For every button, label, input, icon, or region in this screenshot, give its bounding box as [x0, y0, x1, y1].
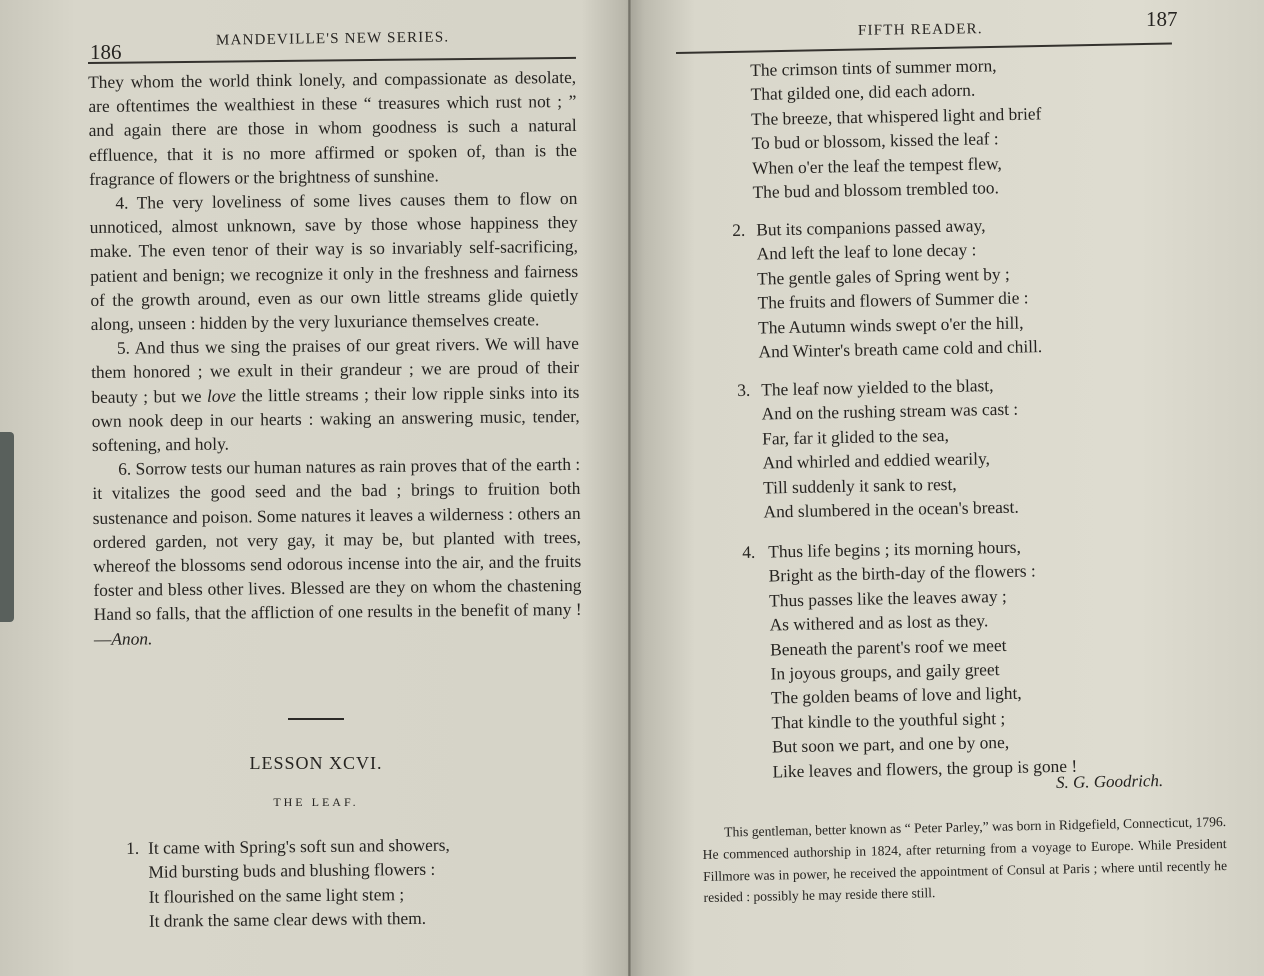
verse-line: Like leaves and flowers, the group is gone ! — [772, 755, 1078, 782]
verse-line: The gentle gales of Spring went by ; — [756, 263, 1010, 289]
lesson-title: LESSON XCVI. — [249, 753, 383, 773]
paragraph-3-continued: They whom the world think lonely, and compassionate as desolate, are oftentimes the wealthiest in these “ treasures which rust not ; ” and again there are those in whom goodness is such a natural effluence, that it is no more affirmed or spoken of, than is the fragrance of flowers or the brightness of sunshine. — [88, 66, 577, 189]
verse-line: And left the leaf to lone decay : — [756, 239, 977, 264]
verse-line: The leaf now yielded to the blast, — [761, 375, 994, 400]
left-body-text — [88, 65, 582, 651]
verse-line: As withered and as lost as they. — [769, 610, 989, 635]
author-anon: Anon. — [111, 628, 153, 649]
verse-line: In joyous groups, and gaily greet — [770, 659, 1000, 684]
verse-line: Till suddenly it sank to rest, — [762, 473, 957, 498]
verse-line: Thus life begins ; its morning hours, — [768, 536, 1022, 562]
page-edge-tab — [0, 432, 14, 622]
verse-line: But its companions passed away, — [756, 215, 986, 240]
verse-line: The golden beams of love and light, — [770, 683, 1022, 708]
right-running-head: FIFTH READER. — [857, 21, 983, 39]
verse-line: And slumbered in the ocean's breast. — [763, 496, 1019, 522]
verse-line: Mid bursting buds and blushing flowers : — [148, 859, 436, 883]
lesson-subtitle: THE LEAF. — [273, 795, 359, 809]
verse-line: Thus passes like the leaves away ; — [768, 585, 1007, 611]
verse-line: And Winter's breath came cold and chill. — [758, 336, 1043, 362]
paragraph-6: 6. Sorrow tests our human natures as rain proves that of the earth : it vitalizes the good seed and the bad ; brings to fruition both sustenance and poison. Some natures it leaves a wilderness : others an ordered garden, not very gay, it may be, but planted with trees, whereof the blossoms send odorous incense into the air, and the fruits foster and bless other lives. Blessed are they on whom the chastening Hand so falls, that the affliction of one results in the benefit of many !—Anon. — [92, 454, 582, 649]
section-separator — [288, 718, 344, 720]
verse-line: The fruits and flowers of Summer die : — [757, 287, 1029, 313]
verse-line: But soon we part, and one by one, — [771, 732, 1010, 757]
left-running-head: MANDEVILLE'S NEW SERIES. — [215, 29, 450, 49]
verse-line: The Autumn winds swept o'er the hill, — [757, 312, 1024, 338]
verse-line: Beneath the parent's roof we meet — [769, 634, 1007, 660]
paragraph-4: 4. The very loveliness of some lives causes them to flow on unnoticed, almost unknown, save by those whose happiness they make. The even tenor of their way is so invariably self-sacrificing, patient and benign; we recognize it only in the freshness and fairness of the growth around, even as our own little streams glide quietly along, unseen : hidden by the very luxuriance themselves create. — [89, 187, 579, 335]
verse-line: That kindle to the youthful sight ; — [771, 707, 1006, 733]
stanza-2 — [732, 212, 1042, 364]
verse-line: It came with Spring's soft sun and showers, — [148, 834, 450, 858]
stanza-number: 1. — [126, 837, 140, 858]
left-header-rule — [88, 57, 576, 64]
stanza-1-start — [126, 833, 451, 934]
right-page-number: 187 — [1146, 7, 1178, 31]
stanza-number: 4. — [742, 541, 756, 562]
verse-line: When o'er the leaf the tempest flew, — [751, 152, 1002, 178]
paragraph-5: 5. And thus we sing the praises of our great rivers. We will have them honored ; we exult in their grandeur ; we are proud of their beauty ; but we love the little streams ; their low ripple sinks into its own nook deep in our hearts : waking an answering music, tender, softening, and holy. — [91, 333, 580, 456]
emphasis-love: love — [206, 385, 237, 406]
verse-line: It drank the same clear dews with them. — [148, 908, 427, 931]
left-page — [0, 0, 628, 976]
verse-line: And on the rushing stream was cast : — [761, 399, 1019, 424]
footnote-text: This gentleman, better known as “ Peter Parley,” was born in Ridgefield, Connecticut, 1796. He commenced authorship in 1824, after returning from a voyage to Europe. While President Fillmore was in power, he received the appointment of Consul at Paris ; where until recently he resided : possibly he may reside there still. — [702, 814, 1228, 906]
verse-line: The breeze, that whispered light and brief — [750, 103, 1042, 129]
verse-line: Bright as the birth-day of the flowers : — [768, 560, 1036, 586]
stanza-number: 3. — [737, 379, 751, 400]
poem-attribution: S. G. Goodrich. — [1055, 770, 1164, 793]
verse-line: That gilded one, did each adorn. — [750, 80, 976, 105]
right-header-rule — [676, 42, 1172, 54]
verse-line: The crimson tints of summer morn, — [750, 55, 997, 80]
verse-line: The bud and blossom trembled too. — [752, 177, 1000, 203]
stanza-number: 2. — [732, 219, 746, 240]
verse-line: It flourished on the same light stem ; — [148, 883, 405, 907]
stanza-1-continued — [750, 52, 1043, 204]
verse-line: Far, far it glided to the sea, — [761, 424, 950, 449]
author-footnote — [702, 811, 1228, 909]
verse-line: And whirled and eddied wearily, — [762, 448, 991, 473]
stanza-4 — [742, 534, 1077, 784]
stanza-3 — [737, 373, 1020, 525]
verse-line: To bud or blossom, kissed the leaf : — [751, 128, 999, 154]
left-page-number: 186 — [90, 40, 122, 64]
book-gutter — [628, 0, 631, 976]
